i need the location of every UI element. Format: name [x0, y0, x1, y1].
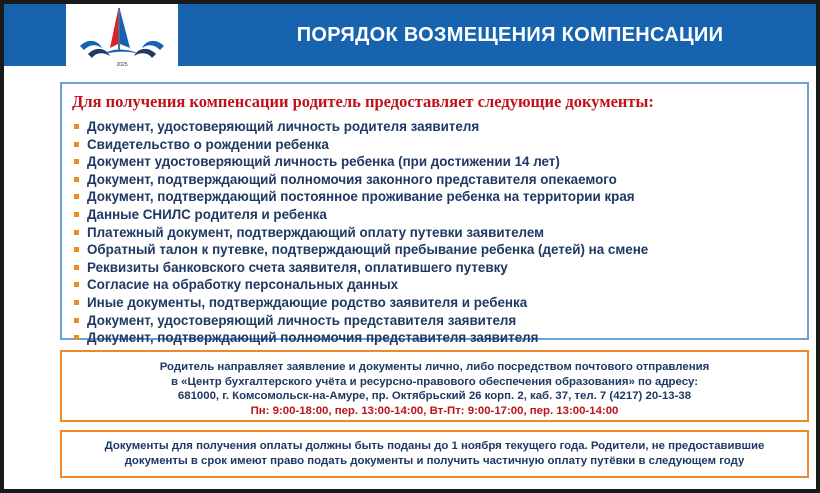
documents-list — [74, 118, 648, 347]
bullet-icon — [74, 247, 79, 252]
submission-line-2: в «Центр бухгалтерского учёта и ресурсно-правового обеспечения образования» по адресу: — [170, 375, 699, 388]
deadline-line-1: Документы для получения оплаты должны быть поданы до 1 ноября текущего года. Родители, не предоставившие — [104, 440, 765, 452]
bullet-icon — [74, 177, 79, 182]
list-item-text: Иные документы, подтверждающие родство заявителя и ребенка — [87, 294, 528, 310]
deadline-panel — [60, 430, 809, 478]
list-item — [74, 188, 648, 206]
header-bar — [4, 4, 816, 66]
list-item — [74, 206, 648, 224]
list-item-text: Реквизиты банковского счета заявителя, оплатившего путевку — [87, 259, 508, 275]
list-item-text: Документ, удостоверяющий личность родителя заявителя — [87, 119, 480, 134]
list-item-text: Документ, подтверждающий полномочия представителя заявителя — [87, 330, 539, 346]
list-item — [74, 153, 648, 171]
bullet-icon — [74, 318, 79, 323]
list-item-text: Документ, подтверждающий постоянное проживание ребенка на территории края — [87, 189, 635, 205]
list-item-text: Обратный талон к путевке, подтверждающий пребывание ребенка (детей) на смене — [87, 242, 649, 258]
list-item — [74, 294, 648, 312]
deadline-line-2: документы в срок имеют право подать документы и получить частичную оплату путёвки в следующем году — [124, 454, 745, 467]
list-item — [74, 171, 648, 189]
slide — [4, 4, 816, 489]
list-item — [74, 136, 648, 154]
list-item — [74, 224, 648, 242]
bullet-icon — [74, 194, 79, 199]
submission-panel — [60, 350, 809, 422]
bullet-icon — [74, 282, 79, 287]
submission-address: 681000, г. Комсомольск-на-Амуре, пр. Октябрьский 26 корп. 2, каб. 37, тел. 7 (4217) 20-13-38 — [177, 390, 692, 402]
list-item — [74, 312, 648, 330]
list-item — [74, 118, 648, 136]
documents-heading: Для получения компенсации родитель предоставляет следующие документы: — [72, 92, 654, 111]
list-item — [74, 329, 648, 347]
list-item-text: Данные СНИЛС родителя и ребенка — [87, 206, 327, 222]
bullet-icon — [74, 124, 79, 129]
bullet-icon — [74, 212, 79, 217]
page-title: ПОРЯДОК ВОЗМЕЩЕНИЯ КОМПЕНСАЦИИ — [296, 23, 724, 46]
list-item — [74, 259, 648, 277]
logo — [66, 4, 178, 70]
list-item-text: Документ удостоверяющий личность ребенка (при достижении 14 лет) — [87, 154, 560, 170]
list-item-text: Документ, подтверждающий полномочия законного представителя опекаемого — [87, 171, 617, 187]
logo-year: 2025 — [116, 62, 128, 68]
bullet-icon — [74, 265, 79, 270]
bullet-icon — [74, 335, 79, 340]
list-item-text: Платежный документ, подтверждающий оплату путевки заявителем — [87, 224, 545, 240]
bullet-icon — [74, 230, 79, 235]
list-item — [74, 241, 648, 259]
office-hours: Пн: 9:00-18:00, пер. 13:00-14:00, Вт-Пт: 9:00-17:00, пер. 13:00-14:00 — [250, 404, 619, 417]
list-item — [74, 276, 648, 294]
submission-line-1: Родитель направляет заявление и документы лично, либо посредством почтового отправления — [159, 361, 710, 373]
bullet-icon — [74, 300, 79, 305]
documents-panel — [60, 82, 809, 346]
list-item-text: Документ, удостоверяющий личность представителя заявителя — [87, 312, 517, 328]
list-item-text: Свидетельство о рождении ребенка — [87, 136, 329, 152]
list-item-text: Согласие на обработку персональных данных — [87, 277, 399, 293]
bullet-icon — [74, 142, 79, 147]
bullet-icon — [74, 159, 79, 164]
sailboat-waves-logo-icon — [66, 4, 178, 70]
